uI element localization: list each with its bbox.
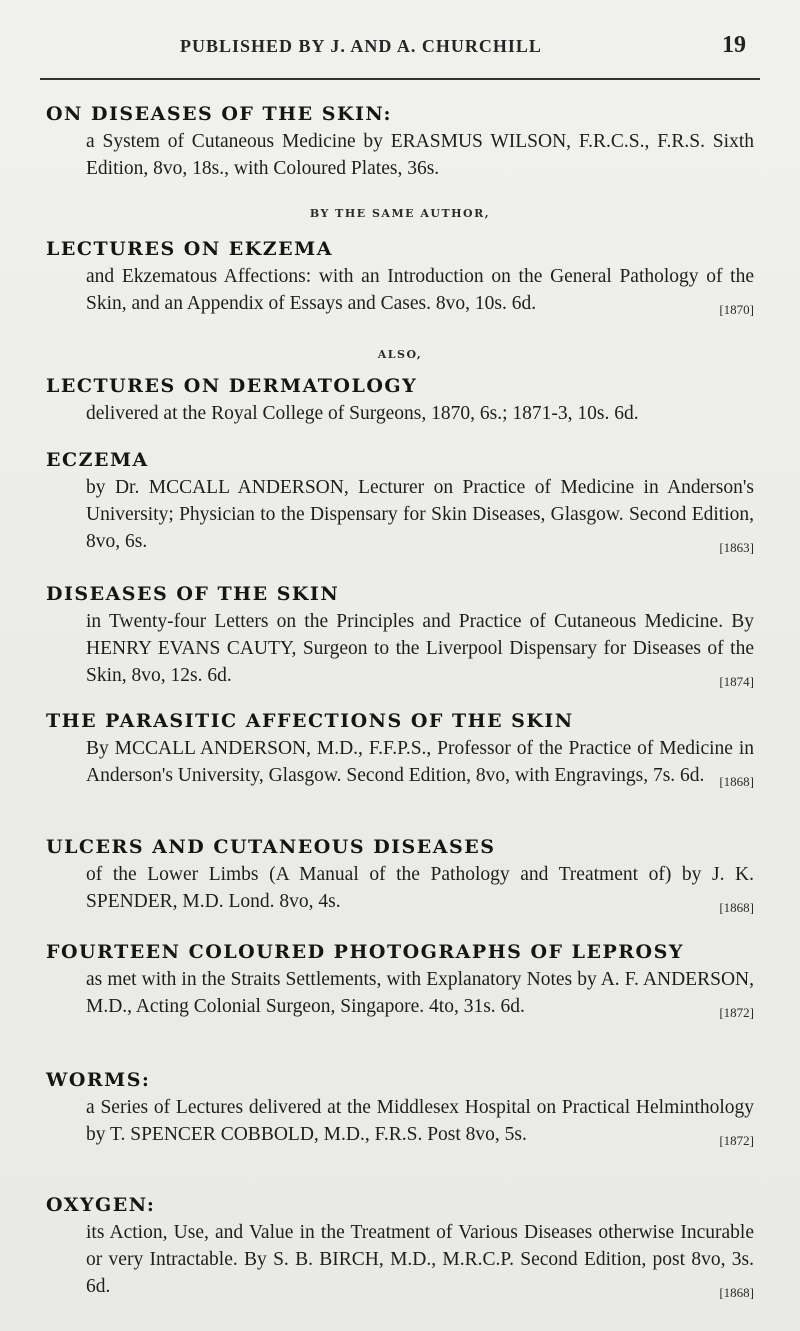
entry-description: [86, 263, 754, 317]
entry-description: [86, 1219, 754, 1300]
catalogue-entry: [46, 1066, 754, 1154]
also-note: ALSO,: [377, 348, 423, 361]
entry-description: [86, 128, 754, 182]
entry-description: [86, 966, 754, 1020]
entry-description: [86, 1094, 754, 1148]
entry-heading: THE PARASITIC AFFECTIONS OF THE SKIN: [46, 710, 574, 732]
by-same-author-note: BY THE SAME AUTHOR,: [309, 207, 491, 220]
catalogue-entry: [46, 372, 754, 427]
catalogue-entry: [46, 580, 754, 695]
entry-heading: ON DISEASES OF THE SKIN:: [46, 103, 393, 125]
entry-heading: LECTURES ON EKZEMA: [46, 238, 333, 260]
entry-date: [1872]: [719, 1005, 754, 1020]
entry-date: [1872]: [719, 1133, 754, 1148]
entry-text: delivered at the Royal College of Surgeons, 1870, 6s.; 1871-3, 10s. 6d.: [86, 403, 639, 424]
entry-description: [86, 474, 754, 555]
entry-text: its Action, Use, and Value in the Treatment of Various Diseases otherwise Incurable or very Intractable. By S. B. BIRCH, M.D., M.R.C.P. Second Edition, post 8vo, 3s. 6d.: [86, 1222, 754, 1297]
catalogue-entry: [46, 938, 754, 1026]
entry-date: [1874]: [719, 674, 754, 689]
catalogue-entry: [46, 833, 754, 921]
entry-description: [86, 735, 754, 789]
entry-text: a Series of Lectures delivered at the Middlesex Hospital on Practical Helminthology by T. SPENCER COBBOLD, M.D., F.R.S. Post 8vo, 5s.: [86, 1097, 754, 1145]
entry-heading: DISEASES OF THE SKIN: [46, 583, 340, 605]
entry-date: [1868]: [719, 774, 754, 789]
entry-text: by Dr. MCCALL ANDERSON, Lecturer on Practice of Medicine in Anderson's University; Physician to the Dispensary for Skin Diseases, Glasgow. Second Edition, 8vo, 6s.: [86, 477, 754, 552]
catalogue-entry: [46, 235, 754, 323]
catalogue-entry: [46, 446, 754, 561]
running-head-title: PUBLISHED BY J. AND A. CHURCHILL: [180, 36, 542, 56]
page-number: 19: [722, 32, 746, 58]
entry-text: By MCCALL ANDERSON, M.D., F.F.P.S., Professor of the Practice of Medicine in Anderson's University, Glasgow. Second Edition, 8vo, with Engravings, 7s. 6d.: [86, 738, 754, 786]
entry-heading: OXYGEN:: [46, 1194, 156, 1216]
entry-heading: ULCERS AND CUTANEOUS DISEASES: [46, 836, 496, 858]
entry-date: [1868]: [719, 1285, 754, 1300]
entry-date: [1863]: [719, 540, 754, 555]
entry-description: [86, 608, 754, 689]
header-rule: [40, 78, 760, 80]
entry-text: in Twenty-four Letters on the Principles and Practice of Cutaneous Medicine. By HENRY EVANS CAUTY, Surgeon to the Liverpool Dispensary for Diseases of the Skin, 8vo, 12s. 6d.: [86, 611, 754, 686]
entry-heading: ECZEMA: [46, 449, 149, 471]
entry-description: [86, 861, 754, 915]
entry-text: and Ekzematous Affections: with an Introduction on the General Pathology of the Skin, and an Appendix of Essays and Cases. 8vo, 10s. 6d.: [86, 266, 754, 314]
entry-text: as met with in the Straits Settlements, with Explanatory Notes by A. F. ANDERSON, M.D., Acting Colonial Surgeon, Singapore. 4to, 31s. 6d.: [86, 969, 754, 1017]
catalogue-entry: [46, 707, 754, 795]
entry-heading: WORMS:: [46, 1069, 151, 1091]
entry-heading: LECTURES ON DERMATOLOGY: [46, 375, 418, 397]
running-head: [40, 32, 756, 62]
entry-heading: FOURTEEN COLOURED PHOTOGRAPHS OF LEPROSY: [46, 941, 684, 963]
entry-date: [1868]: [719, 900, 754, 915]
entry-description: [86, 400, 754, 427]
catalogue-entry: [46, 1191, 754, 1306]
entry-date: [1870]: [719, 302, 754, 317]
catalogue-entry: [46, 100, 754, 182]
entry-text: a System of Cutaneous Medicine by ERASMUS WILSON, F.R.C.S., F.R.S. Sixth Edition, 8vo, 18s., with Coloured Plates, 36s.: [86, 131, 754, 179]
entry-text: of the Lower Limbs (A Manual of the Pathology and Treatment of) by J. K. SPENDER, M.D. Lond. 8vo, 4s.: [86, 864, 754, 912]
